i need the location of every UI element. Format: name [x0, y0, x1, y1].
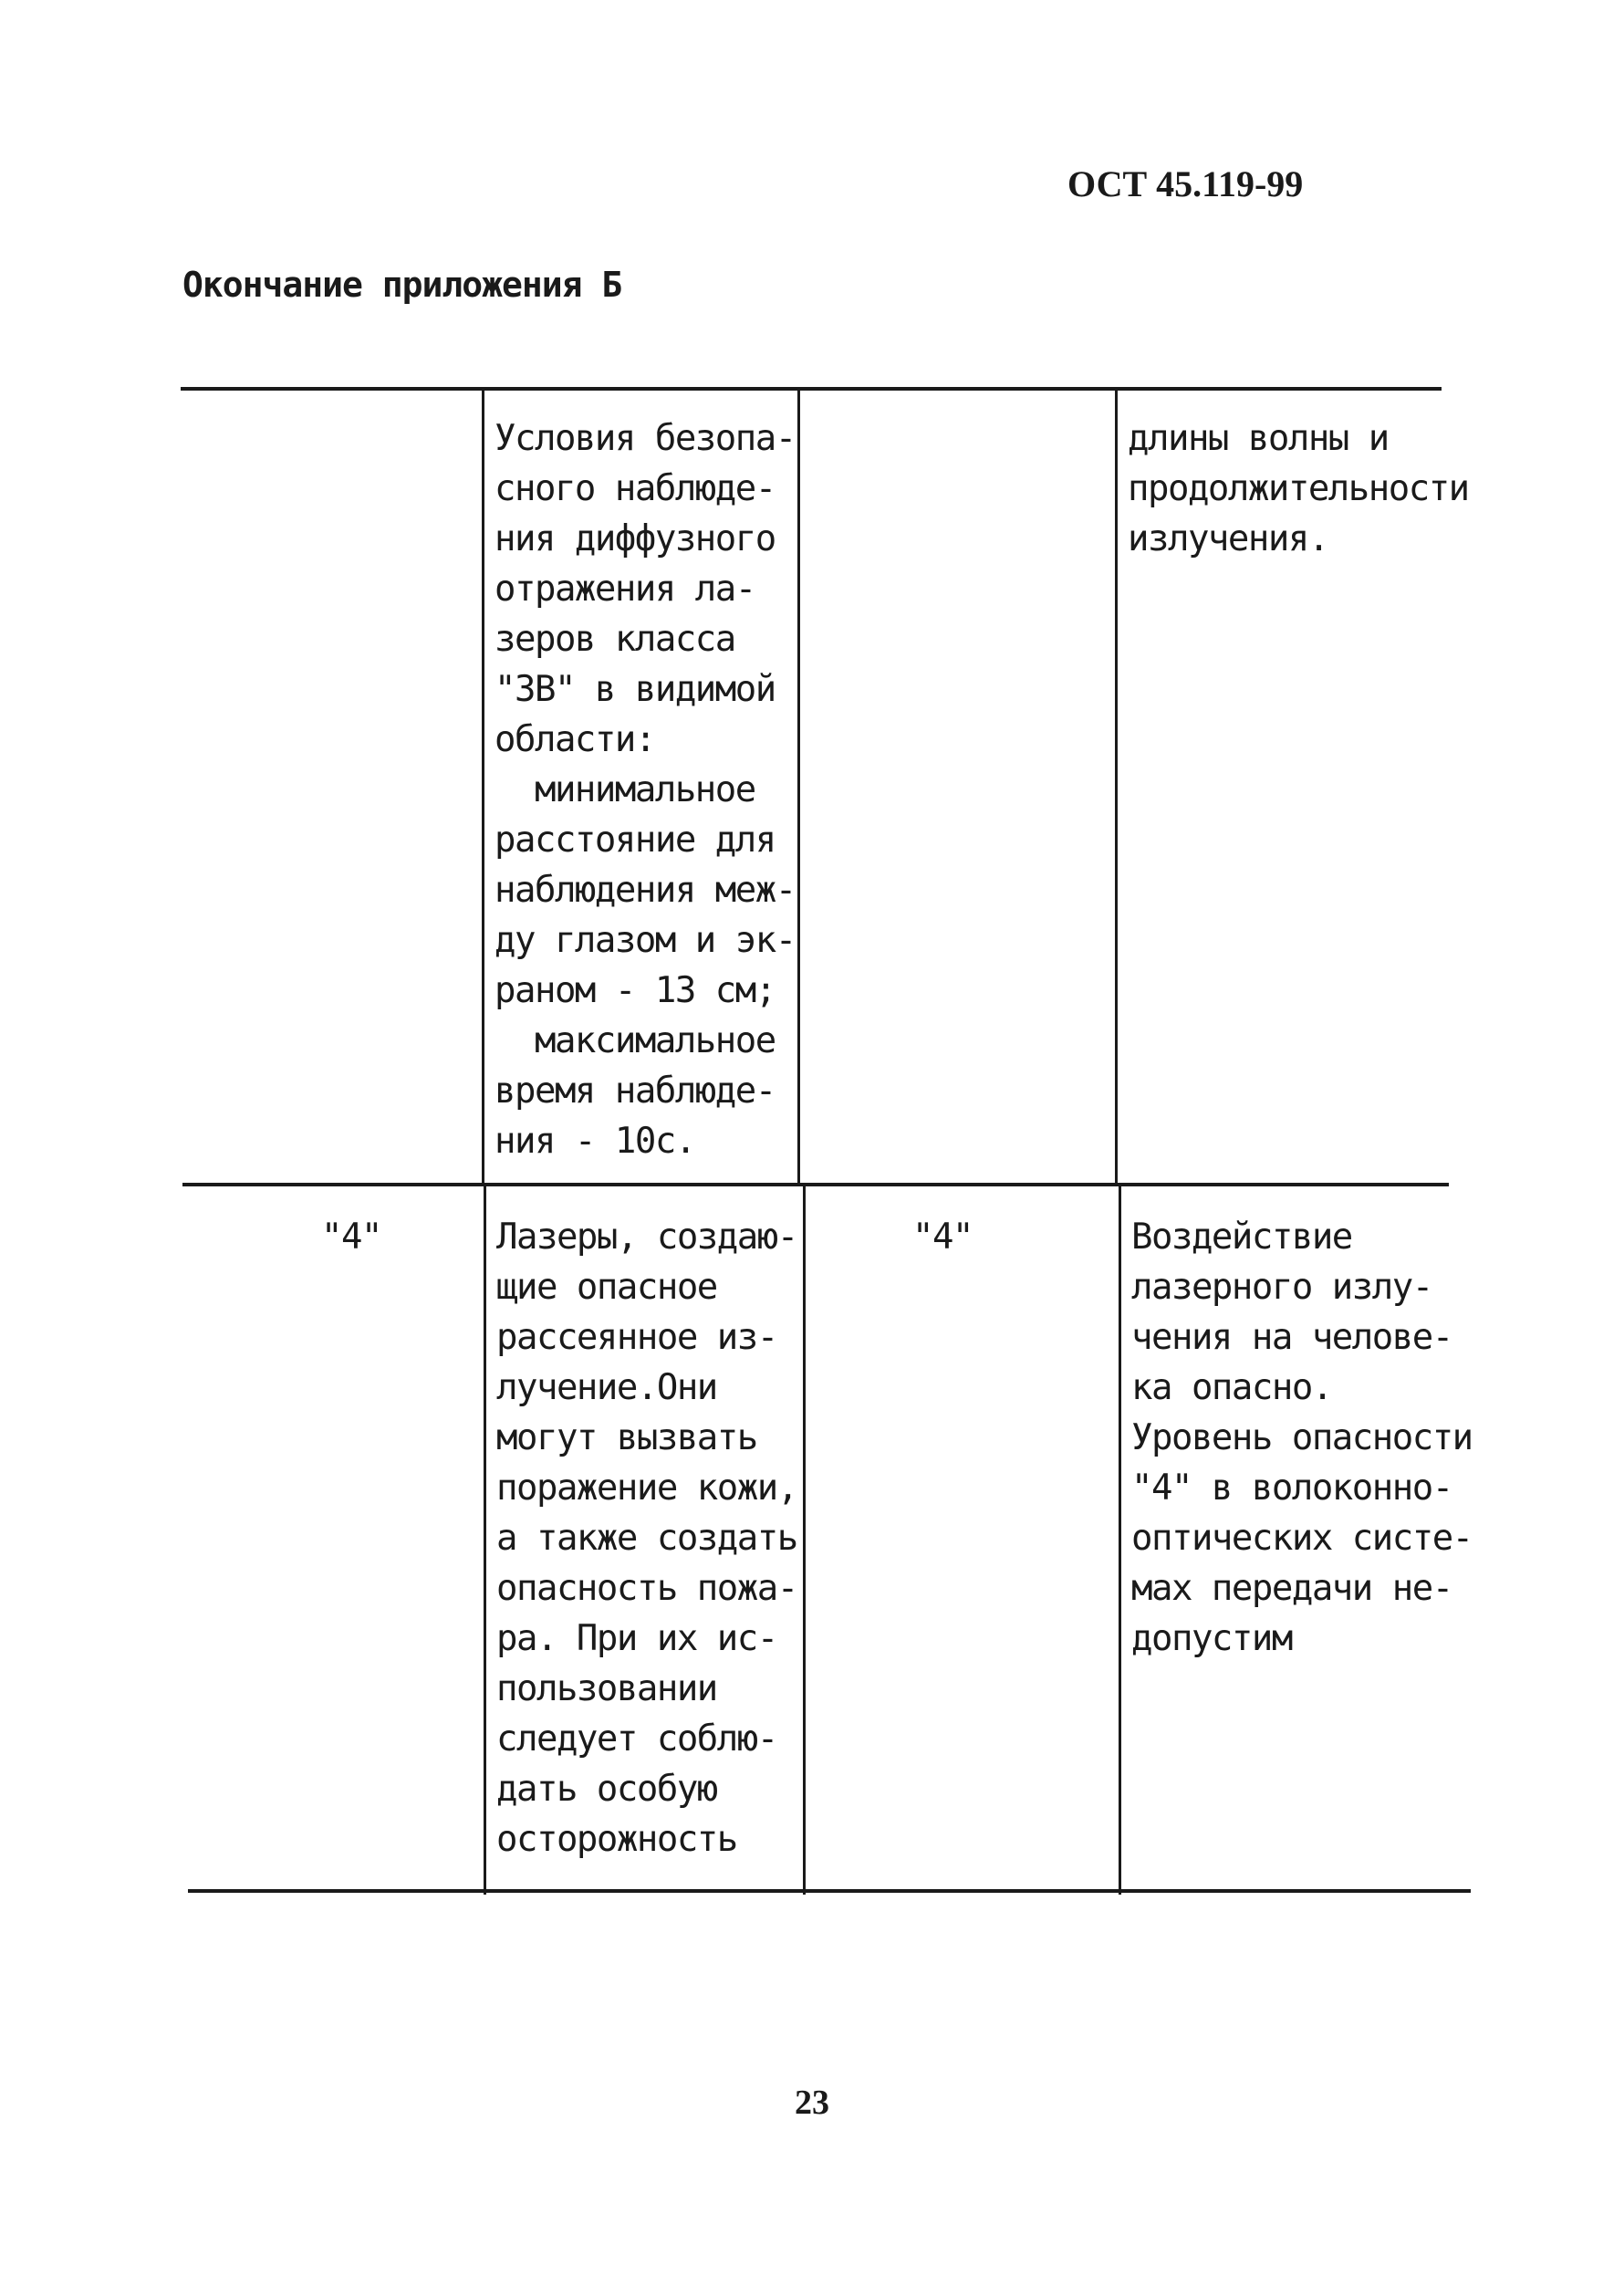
cell-line: ду глазом и эк- [494, 920, 796, 961]
table-cell-col4 [1131, 1212, 1473, 1664]
table-cell-col2 [494, 413, 796, 1166]
table-cell-col4 [1128, 413, 1469, 564]
column-divider [484, 1183, 486, 1895]
table-cell-col1 [321, 1212, 381, 1262]
cell-line: пользовании [496, 1668, 717, 1709]
cell-line: рассеянное из- [496, 1317, 777, 1358]
cell-line: следует соблю- [496, 1718, 777, 1760]
cell-line: оптических систе- [1131, 1518, 1473, 1559]
cell-line: ния - 10с. [494, 1121, 695, 1162]
cell-line: ния диффузного [494, 518, 776, 559]
cell-line: "4" [912, 1217, 973, 1258]
cell-line: щие опасное [496, 1267, 717, 1308]
cell-line: ра. При их ис- [496, 1618, 777, 1659]
cell-line: опасность пожа- [496, 1568, 797, 1609]
table-cell-col2 [496, 1212, 797, 1864]
cell-line: допустим [1131, 1618, 1292, 1659]
table-row-divider [182, 1183, 1449, 1186]
column-divider [1115, 387, 1118, 1183]
cell-line: максимальное [494, 1020, 776, 1061]
cell-line: мах передачи не- [1131, 1568, 1452, 1609]
column-divider [803, 1183, 806, 1895]
cell-line: "3В" в видимой [494, 669, 776, 710]
cell-line: ка опасно. [1131, 1367, 1332, 1408]
cell-line: Уровень опасности [1131, 1417, 1473, 1458]
section-title: Окончание приложения Б [182, 265, 622, 305]
cell-line: продолжительности [1128, 468, 1469, 509]
cell-line: могут вызвать [496, 1417, 757, 1458]
column-divider [1119, 1183, 1121, 1895]
cell-line: раном - 13 см; [494, 970, 776, 1011]
cell-line: Воздействие [1131, 1217, 1352, 1258]
document-code: ОСТ 45.119-99 [1067, 163, 1304, 204]
cell-line: длины волны и [1128, 418, 1389, 459]
cell-line: области: [494, 719, 655, 760]
cell-line: "4" [321, 1217, 381, 1258]
cell-line: поражение кожи, [496, 1468, 797, 1509]
cell-line: дать особую [496, 1769, 717, 1810]
cell-line: излучения. [1128, 518, 1328, 559]
column-divider [797, 387, 800, 1183]
cell-line: "4" в волоконно- [1131, 1468, 1452, 1509]
table-cell-col3 [912, 1212, 973, 1262]
cell-line: сного наблюде- [494, 468, 776, 509]
cell-line: Условия безопа- [494, 418, 796, 459]
column-divider [482, 387, 484, 1183]
page-number: 23 [795, 2084, 829, 2122]
cell-line: время наблюде- [494, 1071, 776, 1112]
cell-line: минимальное [494, 769, 755, 810]
cell-line: расстояние для [494, 820, 776, 861]
cell-line: чения на челове- [1131, 1317, 1452, 1358]
cell-line: лазерного излу- [1131, 1267, 1432, 1308]
table-top-rule [181, 387, 1442, 391]
cell-line: а также создать [496, 1518, 797, 1559]
cell-line: зеров класса [494, 619, 735, 660]
cell-line: отражения ла- [494, 569, 755, 610]
table-bottom-rule [188, 1889, 1471, 1893]
cell-line: лучение.Они [496, 1367, 717, 1408]
cell-line: осторожность [496, 1819, 737, 1860]
cell-line: наблюдения меж- [494, 870, 796, 911]
cell-line: Лазеры, создаю- [496, 1217, 797, 1258]
